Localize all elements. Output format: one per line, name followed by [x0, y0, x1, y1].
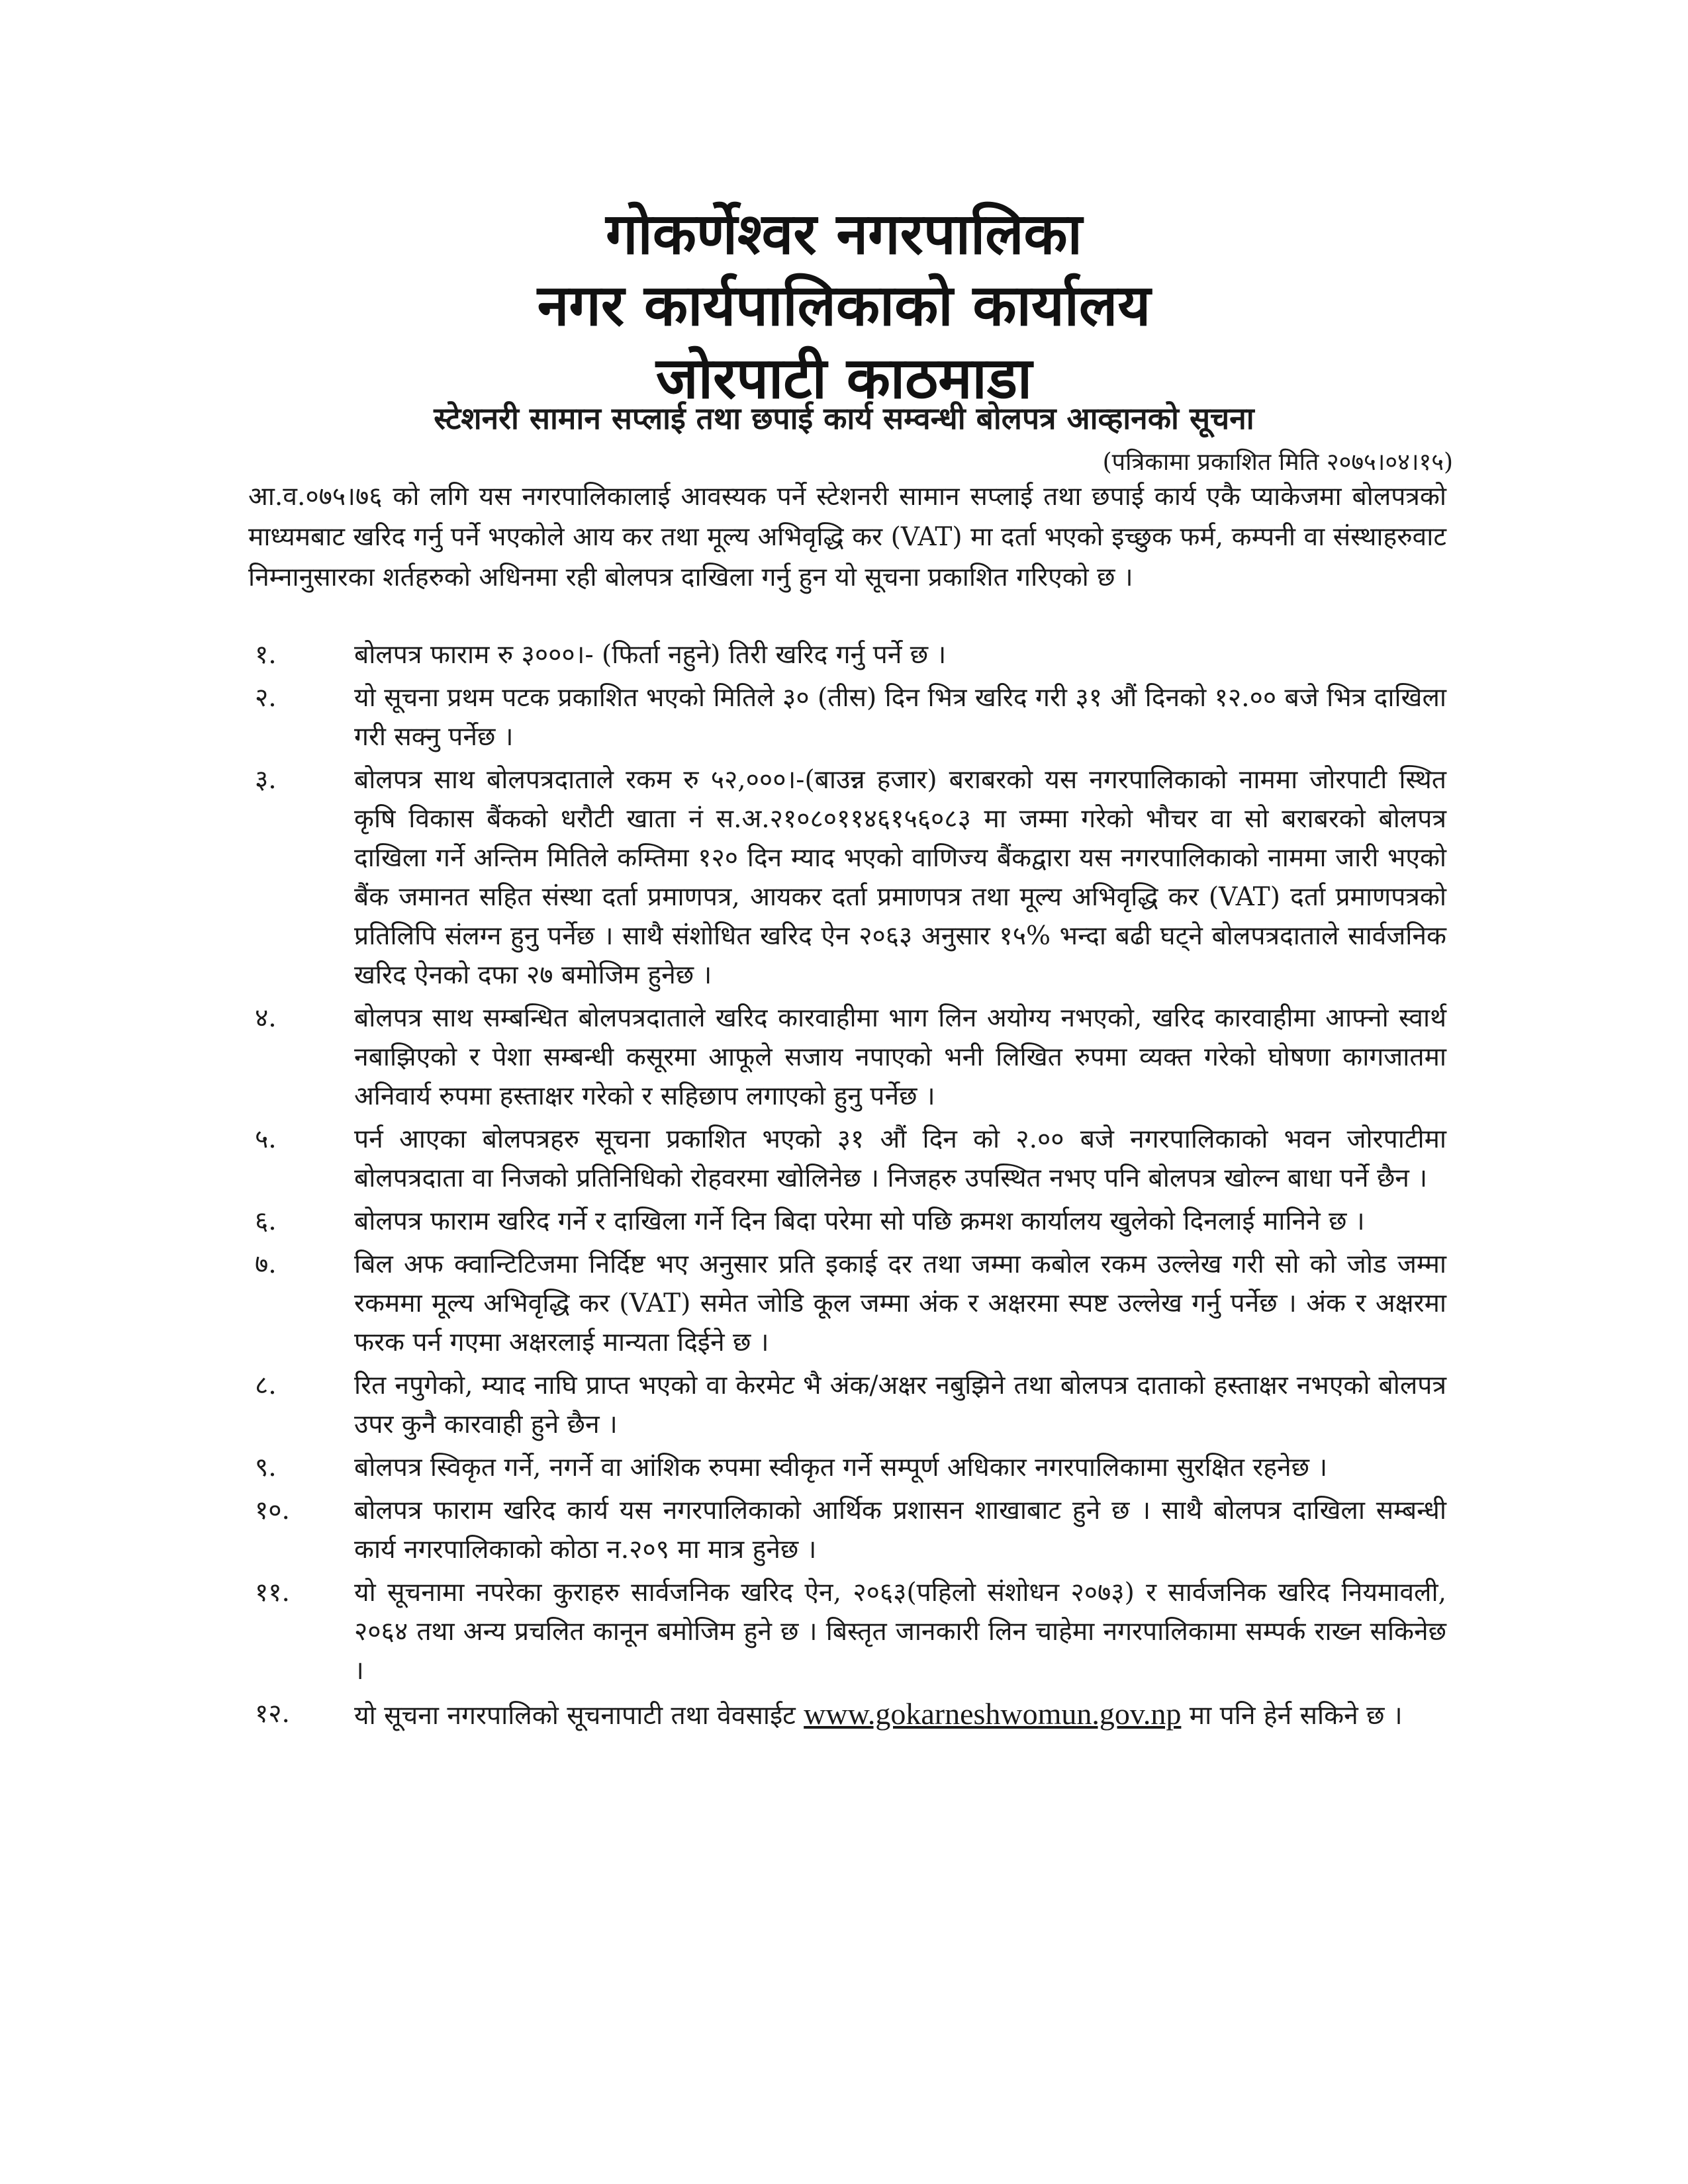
item-text: रित नपुगेको, म्याद नाघि प्राप्त भएको वा केरमेट भै अंक/अक्षर नबुझिने तथा बोलपत्र दाताको हस्ताक्षर नभएको बोलपत्र उपर कुनै कारवाही हुने छैन ।: [354, 1371, 1446, 1439]
item-number: ७.: [255, 1250, 277, 1279]
item-number: २.: [255, 683, 277, 713]
item-number: १२.: [255, 1699, 290, 1729]
condition-item: [248, 1491, 1446, 1569]
item-number: ११.: [255, 1578, 290, 1608]
item-text: यो सूचना नगरपालिको सूचनापाटी तथा वेवसाईट: [354, 1701, 804, 1731]
item-text: बिल अफ क्वान्टिटिजमा निर्दिष्ट भए अनुसार प्रति इकाई दर तथा जम्मा कबोल रकम उल्लेख गरी सो को जोड जम्मा रकममा मूल्य अभिवृद्धि कर (VAT) समेत जोडि कूल जम्मा अंक र अक्षरमा स्पष्ट उल्लेख गर्नु पर्नेछ । अंक र अक्षरमा फरक पर्न गएमा अक्षरलाई मान्यता दिईने छ ।: [354, 1250, 1446, 1357]
item-text: यो सूचना प्रथम पटक प्रकाशित भएको मितिले ३० (तीस) दिन भित्र खरिद गरी ३१ औं दिनको १२.०० बजे भित्र दाखिला गरी सक्नु पर्नेछ ।: [354, 683, 1446, 752]
item-text: बोलपत्र साथ बोलपत्रदाताले रकम रु ५२,०००।-(बाउन्न हजार) बराबरको यस नगरपालिकाको नाममा जोरपाटी स्थित कृषि विकास बैंकको धरौटी खाता नं स.अ.२१०८०११४६१५६०८३ मा जम्मा गरेको भौचर वा सो बराबरको बोलपत्र दाखिला गर्ने अन्तिम मितिले कम्तिमा १२० दिन म्याद भएको वाणिज्य बैंकद्वारा यस नगरपालिकाको नाममा जारी भएको बैंक जमानत सहित संस्था दर्ता प्रमाणपत्र, आयकर दर्ता प्रमाणपत्र तथा मूल्य अभिवृद्धि कर (VAT) दर्ता प्रमाणपत्रको प्रतिलिपि संलग्न हुनु पर्नेछ । साथै संशोधित खरिद ऐन २०६३ अनुसार १५% भन्दा बढी घट्ने बोलपत्रदाताले सार्वजनिक खरिद ऐनको दफा २७ बमोजिम हुनेछ ।: [354, 765, 1446, 990]
condition-item: [248, 1573, 1446, 1690]
condition-item: [248, 678, 1446, 756]
item-text: पर्न आएका बोलपत्रहरु सूचना प्रकाशित भएको ३१ औं दिन को २.०० बजे नगरपालिकाको भवन जोरपाटीमा बोलपत्रदाता वा निजको प्रतिनिधिको रोहवरमा खोलिनेछ । निजहरु उपस्थित नभए पनि बोलपत्र खोल्न बाधा पर्ने छैन ।: [354, 1124, 1446, 1193]
condition-item: [248, 1245, 1446, 1362]
item-number: ८.: [255, 1371, 277, 1400]
item-text: बोलपत्र साथ सम्बन्धित बोलपत्रदाताले खरिद कारवाहीमा भाग लिन अयोग्य नभएको, खरिद कारवाहीमा आफ्नो स्वार्थ नबाझिएको र पेशा सम्बन्धी कसूरमा आफूले सजाय नपाएको भनी लिखित रुपमा व्यक्त गरेको घोषणा कागजातमा अनिवार्य रुपमा हस्ताक्षर गरेको र सहिछाप लगाएको हुनु पर्नेछ ।: [354, 1003, 1446, 1111]
condition-item: [248, 635, 1446, 674]
condition-item: [248, 1694, 1446, 1735]
item-text-end: मा पनि हेर्न सकिने छ ।: [1181, 1701, 1403, 1731]
item-number: १.: [255, 640, 277, 670]
office-location: जोरपाटी काठमाडा: [655, 345, 1033, 412]
notice-title: स्टेशनरी सामान सप्लाई तथा छपाई कार्य सम्वन्धी बोलपत्र आव्हानको सूचना: [434, 400, 1254, 436]
item-number: ५.: [255, 1124, 277, 1154]
office-name: नगर कार्यपालिकाको कार्यालय: [537, 273, 1151, 339]
condition-item: [248, 1448, 1446, 1487]
intro-paragraph: आ.व.०७५।७६ को लगि यस नगरपालिकालाई आवस्यक पर्ने स्टेशनरी सामान सप्लाई तथा छपाई कार्य एकै प्याकेजमा बोलपत्रको माध्यमबाट खरिद गर्नु पर्ने भएकोले आय कर तथा मूल्य अभिवृद्धि कर (VAT) मा दर्ता भएको इच्छुक फर्म, कम्पनी वा संस्थाहरुवाट निम्नानुसारका शर्तहरुको अधिनमा रही बोलपत्र दाखिला गर्नु हुन यो सूचना प्रकाशित गरिएको छ ।: [248, 482, 1446, 592]
item-text: यो सूचनामा नपरेका कुराहरु सार्वजनिक खरिद ऐन, २०६३(पहिलो संशोधन २०७३) र सार्वजनिक खरिद नियमावली, २०६४ तथा अन्य प्रचलित कानून बमोजिम हुने छ । बिस्तृत जानकारी लिन चाहेमा नगरपालिकामा सम्पर्क राख्न सकिनेछ ।: [354, 1578, 1446, 1686]
item-text: बोलपत्र फाराम खरिद गर्ने र दाखिला गर्ने दिन बिदा परेमा सो पछि क्रमश कार्यालय खुलेको दिनलाई मानिने छ ।: [354, 1206, 1365, 1236]
item-number: १०.: [255, 1496, 290, 1525]
condition-item: [248, 1202, 1446, 1241]
item-text: बोलपत्र स्विकृत गर्ने, नगर्ने वा आंशिक रुपमा स्वीकृत गर्ने सम्पूर्ण अधिकार नगरपालिकामा सुरक्षित रहनेछ ।: [354, 1453, 1328, 1482]
item-number: ९.: [255, 1453, 277, 1482]
item-number: ३.: [255, 765, 277, 795]
condition-item: [248, 999, 1446, 1116]
item-text: बोलपत्र फाराम खरिद कार्य यस नगरपालिकाको आर्थिक प्रशासन शाखाबाट हुने छ । साथै बोलपत्र दाखिला सम्बन्धी कार्य नगरपालिकाको कोठा न.२०९ मा मात्र हुनेछ ।: [354, 1496, 1446, 1565]
item-number: ६.: [255, 1206, 277, 1236]
website-link[interactable]: www.gokarneshwomun.gov.np: [804, 1697, 1182, 1731]
condition-item: [248, 1366, 1446, 1444]
condition-item: [248, 760, 1446, 995]
item-text: बोलपत्र फाराम रु ३०००।- (फिर्ता नहुने) तिरी खरिद गर्नु पर्ने छ ।: [354, 640, 947, 670]
condition-item: [248, 1120, 1446, 1198]
item-number: ४.: [255, 1003, 277, 1033]
conditions-list: [248, 635, 1446, 1739]
municipality-name: गोकर्णेश्वर नगरपालिका: [606, 201, 1082, 267]
published-date: (पत्रिकामा प्रकाशित मिति २०७५।०४।१५): [1102, 449, 1453, 476]
